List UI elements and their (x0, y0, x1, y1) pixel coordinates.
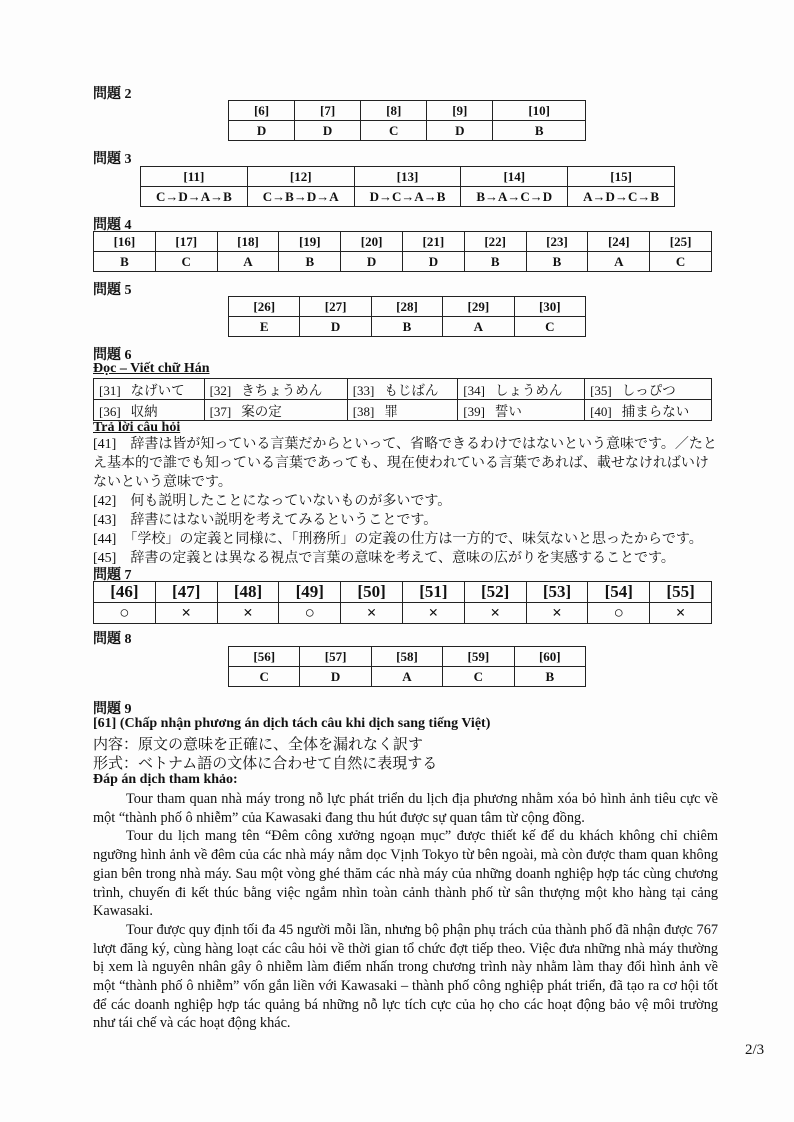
q61-heading: [61] (Chấp nhận phương án dịch tách câu khi dịch sang tiếng Việt) (93, 716, 491, 731)
section-title-q6: 問題 6 (93, 348, 132, 363)
answer-table-q4 (93, 231, 712, 272)
paragraph: Tour du lịch mang tên “Đêm công xưởng ngoạn mục” được thiết kế để du khách không chỉ chiêm ngưỡng hình ảnh về đêm của các nhà máy nằm dọc Vịnh Tokyo từ bên ngoài, mà còn được tham quan không gian bên trong nhà máy. Sau một vòng ghé thăm các nhà máy của những doanh nghiệp hợp tác cùng chương trình, chuyến đi kết thúc bằng việc ngắm nhìn toàn cảnh thành phố từ sân thượng một kho hàng tại cảng Kawasaki. (93, 828, 718, 920)
question-number: [37] (209, 404, 232, 419)
kanji-row (94, 400, 712, 421)
header-row (141, 167, 675, 187)
content-text: ：原文の意味を正確に、全体を漏れなく訳す (123, 737, 424, 753)
question-number-cell: [7] (295, 101, 361, 121)
kanji-row (94, 379, 712, 400)
question-number-cell: [24] (588, 232, 650, 252)
question-number-cell: [18] (217, 232, 279, 252)
answer-cell: B→A→C→D (461, 187, 568, 207)
question-number-cell: [53] (526, 582, 588, 603)
qa-answer: [43] 辞書にはない説明を考えてみるということです。 (93, 513, 438, 528)
section-title-q8: 問題 8 (93, 632, 132, 647)
section-title-q5: 問題 5 (93, 283, 132, 298)
question-number-cell: [57] (300, 647, 371, 667)
answer-cell: B (493, 121, 586, 141)
answer-cell: A (443, 317, 514, 337)
kanji-answer: 捕まらない (621, 404, 690, 419)
form-label: 形式 (93, 756, 124, 772)
section-title-q3: 問題 3 (93, 152, 132, 167)
answer-table-q7 (93, 581, 712, 624)
question-number-cell: [58] (371, 647, 442, 667)
kanji-table (93, 378, 712, 421)
header-row (94, 232, 712, 252)
question-number: [33] (352, 383, 375, 398)
kanji-cell (204, 400, 347, 421)
answer-table-q5 (228, 296, 586, 337)
answer-cell: C (229, 667, 300, 687)
qa-answer: [45] 辞書の定義とは異なる視点で言葉の意味を考えて、意味の広がりを実感することです。 (93, 551, 675, 566)
answer-cell: × (341, 603, 403, 624)
answer-cell: C (361, 121, 427, 141)
answer-cell: D (229, 121, 295, 141)
answer-row (94, 603, 712, 624)
page-number: 2/3 (745, 1042, 765, 1058)
answer-cell: D (402, 252, 464, 272)
answer-cell: ○ (279, 603, 341, 624)
qa-heading: Trả lời câu hỏi (93, 420, 181, 435)
section-title-q9: 問題 9 (93, 702, 132, 717)
question-number-cell: [28] (371, 297, 442, 317)
question-number-cell: [49] (279, 582, 341, 603)
answer-cell: C (514, 317, 585, 337)
paragraph: Tour được quy định tối đa 45 người mỗi lần, nhưng bộ phận phụ trách của thành phố đã nhận được 767 lượt đăng ký, cùng hàng loạt các câu hỏi về thời gian tổ chức đợt tiếp theo. Việc đưa những nhà máy thường bị xem là nguyên nhân gây ô nhiễm làm điểm nhấn trong chương trình này nhằm làm thay đổi hình ảnh về một “thành phố ô nhiễm” vốn gắn liền với Kawasaki – thành phố công nghiệp phát triển, đã tạo ra cơ hội tốt để các doanh nghiệp hợp tác quảng bá những nỗ lực tích cực của họ cho các hoạt động bảo vệ môi trường như tái chế và các hoạt động khác. (93, 921, 718, 1032)
question-number: [35] (590, 383, 612, 398)
answer-table-q3 (140, 166, 675, 207)
kanji-answer: 誓い (494, 404, 522, 419)
header-row (229, 647, 586, 667)
answer-row (229, 317, 586, 337)
answer-row (229, 121, 586, 141)
question-number-cell: [25] (650, 232, 712, 252)
question-number-cell: [54] (588, 582, 650, 603)
form-text: ：ベトナム語の文体に合わせて自然に表現する (123, 756, 438, 772)
answer-cell: C (650, 252, 712, 272)
question-number-cell: [6] (229, 101, 295, 121)
qa-answer: [41] 辞書は皆が知っている言葉だからといって、省略できるわけではないという意味です。／たとえ基本的で誰でも知っている言葉であっても、現在使われている言葉であれば、載せなければいけないという意味です。 (93, 437, 717, 490)
reference-translation (93, 790, 718, 1033)
question-number-cell: [8] (361, 101, 427, 121)
section-title-q4: 問題 4 (93, 218, 132, 233)
kanji-answer: しっぴつ (621, 383, 676, 398)
answer-cell: × (155, 603, 217, 624)
answer-row (229, 667, 586, 687)
question-number-cell: [26] (229, 297, 300, 317)
question-number: [32] (209, 383, 232, 398)
header-row (229, 101, 586, 121)
kanji-answer: もじばん (384, 383, 439, 398)
answer-cell: × (217, 603, 279, 624)
answer-cell: A (588, 252, 650, 272)
answer-cell: ○ (588, 603, 650, 624)
question-number-cell: [12] (247, 167, 354, 187)
question-number-cell: [9] (427, 101, 493, 121)
qa-answers (93, 435, 718, 568)
kanji-cell (347, 379, 458, 400)
answer-cell: D (300, 317, 371, 337)
question-number-cell: [10] (493, 101, 586, 121)
section-title-q2: 問題 2 (93, 87, 132, 102)
answer-cell: A (217, 252, 279, 272)
answer-cell: D (300, 667, 371, 687)
kanji-cell (458, 400, 585, 421)
question-number: [39] (463, 404, 485, 419)
question-number-cell: [15] (568, 167, 675, 187)
question-number-cell: [22] (464, 232, 526, 252)
question-number: [36] (99, 404, 121, 419)
answer-cell: D (295, 121, 361, 141)
kanji-cell (94, 379, 205, 400)
answer-cell: E (229, 317, 300, 337)
answer-cell: B (464, 252, 526, 272)
question-number-cell: [27] (300, 297, 371, 317)
question-number-cell: [55] (650, 582, 712, 603)
question-number-cell: [60] (514, 647, 585, 667)
question-number-cell: [14] (461, 167, 568, 187)
question-number-cell: [59] (443, 647, 514, 667)
answer-cell: C→B→D→A (247, 187, 354, 207)
kanji-cell (347, 400, 458, 421)
answer-cell: B (371, 317, 442, 337)
kanji-cell (204, 379, 347, 400)
question-number-cell: [13] (354, 167, 461, 187)
answer-row (141, 187, 675, 207)
answer-cell: A (371, 667, 442, 687)
answer-cell: B (514, 667, 585, 687)
question-number-cell: [47] (155, 582, 217, 603)
question-number-cell: [51] (402, 582, 464, 603)
answer-cell: A→D→C→B (568, 187, 675, 207)
kanji-heading: Đọc – Viết chữ Hán (93, 361, 210, 376)
question-number-cell: [46] (94, 582, 156, 603)
answer-cell: B (94, 252, 156, 272)
answer-cell: C→D→A→B (141, 187, 248, 207)
question-number-cell: [11] (141, 167, 248, 187)
question-number-cell: [52] (464, 582, 526, 603)
reference-heading: Đáp án dịch tham khảo: (93, 772, 238, 787)
answer-cell: ○ (94, 603, 156, 624)
section-title-q7: 問題 7 (93, 568, 132, 583)
answer-cell: B (526, 252, 588, 272)
answer-cell: × (402, 603, 464, 624)
question-number-cell: [19] (279, 232, 341, 252)
qa-answer: [42] 何も説明したことになっていないものが多いです。 (93, 494, 452, 509)
question-number-cell: [29] (443, 297, 514, 317)
answer-table-q2 (228, 100, 586, 141)
header-row (94, 582, 712, 603)
kanji-cell (458, 379, 585, 400)
kanji-cell (94, 400, 205, 421)
answer-cell: × (464, 603, 526, 624)
kanji-answer: 収納 (130, 404, 158, 419)
question-number-cell: [16] (94, 232, 156, 252)
paragraph: Tour tham quan nhà máy trong nỗ lực phát triển du lịch địa phương nhằm xóa bỏ hình ảnh tiêu cực về một “thành phố ô nhiễm” của Kawasaki đang thu hút được sự quan tâm từ cộng đồng. (93, 791, 718, 826)
question-number-cell: [56] (229, 647, 300, 667)
kanji-answer: なげいて (130, 383, 185, 398)
kanji-answer: しょうめん (494, 383, 563, 398)
qa-answer: [44] 「学校」の定義と同様に、「刑務所」の定義の仕方は一方的で、味気ないと思ったからです。 (93, 532, 703, 547)
answer-table-q8 (228, 646, 586, 687)
kanji-answer: 案の定 (241, 404, 282, 419)
question-number: [38] (352, 404, 375, 419)
question-number-cell: [20] (341, 232, 403, 252)
question-number: [34] (463, 383, 485, 398)
answer-row (94, 252, 712, 272)
answer-cell: D (427, 121, 493, 141)
question-number-cell: [48] (217, 582, 279, 603)
question-number-cell: [50] (341, 582, 403, 603)
question-number-cell: [23] (526, 232, 588, 252)
question-number-cell: [21] (402, 232, 464, 252)
question-number-cell: [17] (155, 232, 217, 252)
kanji-answer: 罪 (384, 404, 398, 419)
question-number: [40] (590, 404, 612, 419)
question-number: [31] (99, 383, 121, 398)
answer-cell: C (155, 252, 217, 272)
header-row (229, 297, 586, 317)
kanji-answer: きちょうめん (241, 383, 323, 398)
answer-cell: D→C→A→B (354, 187, 461, 207)
content-criterion (93, 733, 423, 754)
form-criterion (93, 752, 437, 773)
answer-cell: B (279, 252, 341, 272)
answer-cell: D (341, 252, 403, 272)
kanji-cell (585, 400, 712, 421)
answer-cell: C (443, 667, 514, 687)
answer-cell: × (650, 603, 712, 624)
answer-cell: × (526, 603, 588, 624)
content-label: 内容 (93, 737, 124, 753)
question-number-cell: [30] (514, 297, 585, 317)
kanji-cell (585, 379, 712, 400)
